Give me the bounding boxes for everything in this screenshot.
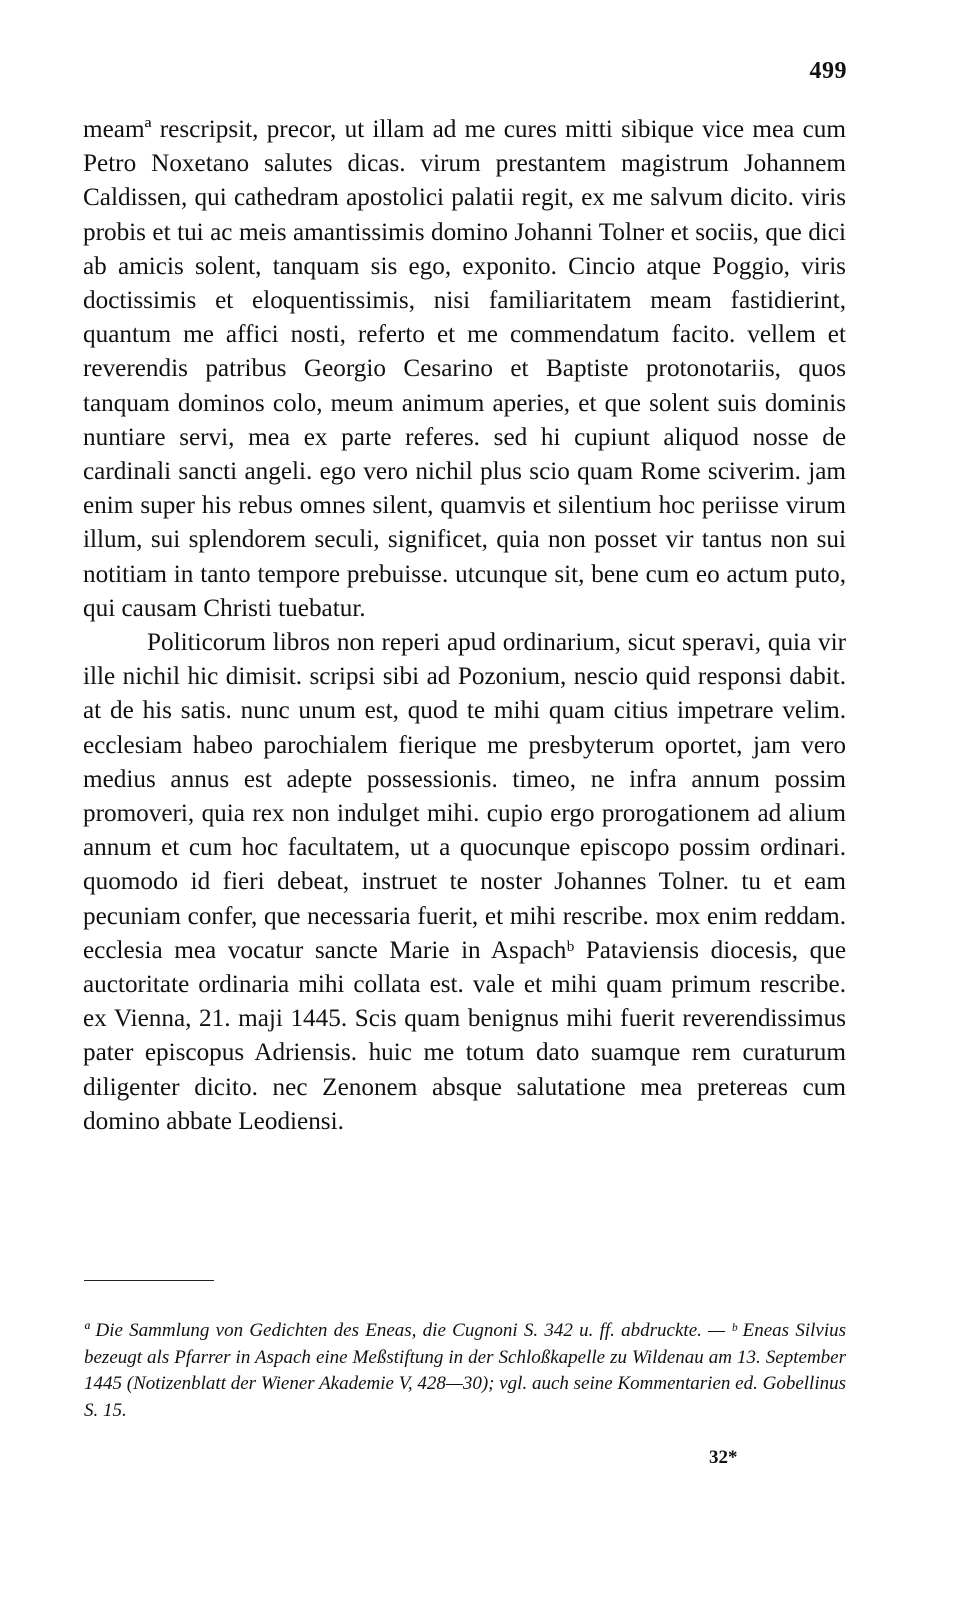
paragraph-2: Politicorum libros non reperi apud ordinarium, sicut speravi, quia vir ille nichil hic dimisit. scripsi sibi ad Pozonium, nescio quid responsi dabit. at de his satis. nunc unum est, quod te mihi quam citius impetrare velim. ecclesiam habeo parochialem fierique me presbyterum oportet, jam vero medius annus est adepte possessionis. timeo, ne infra annum possim promoveri, quia rex non indulget mihi. cupio ergo prorogationem ad alium annum et cum hoc facultatem, ut a quocunque episcopo possim ordinari. quomodo id fieri debeat, instruet te noster Johannes Tolner. tu et eam pecuniam confer, que necessaria fuerit, et mihi rescribe. mox enim reddam. ecclesia mea vocatur sancte Marie in Aspachᵇ Pataviensis diocesis, que auctoritate ordinaria mihi collata est. vale et mihi quam primum rescribe. ex Vienna, 21. maji 1445. Scis quam benignus mihi fuerit reverendissimus pater episcopus Adriensis. huic me totum dato suamque rem curaturum diligenter dicito. nec Zenonem absque salutatione mea pretereas cum domino abbate Leodiensi. (83, 629, 846, 1135)
paragraph-1: meamª rescripsit, precor, ut illam ad me cures mitti sibique vice mea cum Petro Noxetano salutes dicas. virum prestantem magistrum Johannem Caldissen, qui cathedram apostolici palatii regit, ex me salvum dicito. viris probis et tui ac meis amantissimis domino Johanni Tolner et sociis, que dici ab amicis solent, tanquam sis ego, exponito. Cincio atque Poggio, viris doctissimis et eloquentissimis, nisi familiaritatem meam fastidierint, quantum me affici nosti, referto et me commendatum facito. vellem et reverendis patribus Georgio Cesarino et Baptiste protonotariis, quos tanquam dominos colo, meum animum aperies, et que solent suis dominis nuntiare servi, mea ex parte referes. sed hi cupiunt aliquod nosse de cardinali sancti angeli. ego vero nichil plus scio quam Rome sciverim. jam enim super his rebus omnes silent, quamvis et silentium hoc periisse virum illum, sui splendorem seculi, significet, quia non posset vir tantus non sui notitiam in tanto tempore prebuisse. utcunque sit, bene cum eo actum puto, qui causam Christi tuebatur. (83, 116, 846, 622)
footnote-divider (84, 1280, 214, 1281)
printer-signature: 32* (709, 1447, 738, 1468)
footnote-text: ª Die Sammlung von Gedichten des Eneas, die Cugnoni S. 342 u. ff. abdruckte. — ᵇ Eneas Silvius bezeugt als Pfarrer in Aspach eine Meßstiftung in der Schloßkapelle zu Wildenau am 13. September 1445 (Notizenblatt der Wiener Akademie V, 428—30); vgl. auch seine Kommentarien ed. Gobellinus S. 15. (84, 1320, 846, 1421)
main-text (83, 113, 846, 1139)
page-number: 499 (809, 58, 847, 84)
footnotes (84, 1318, 846, 1424)
